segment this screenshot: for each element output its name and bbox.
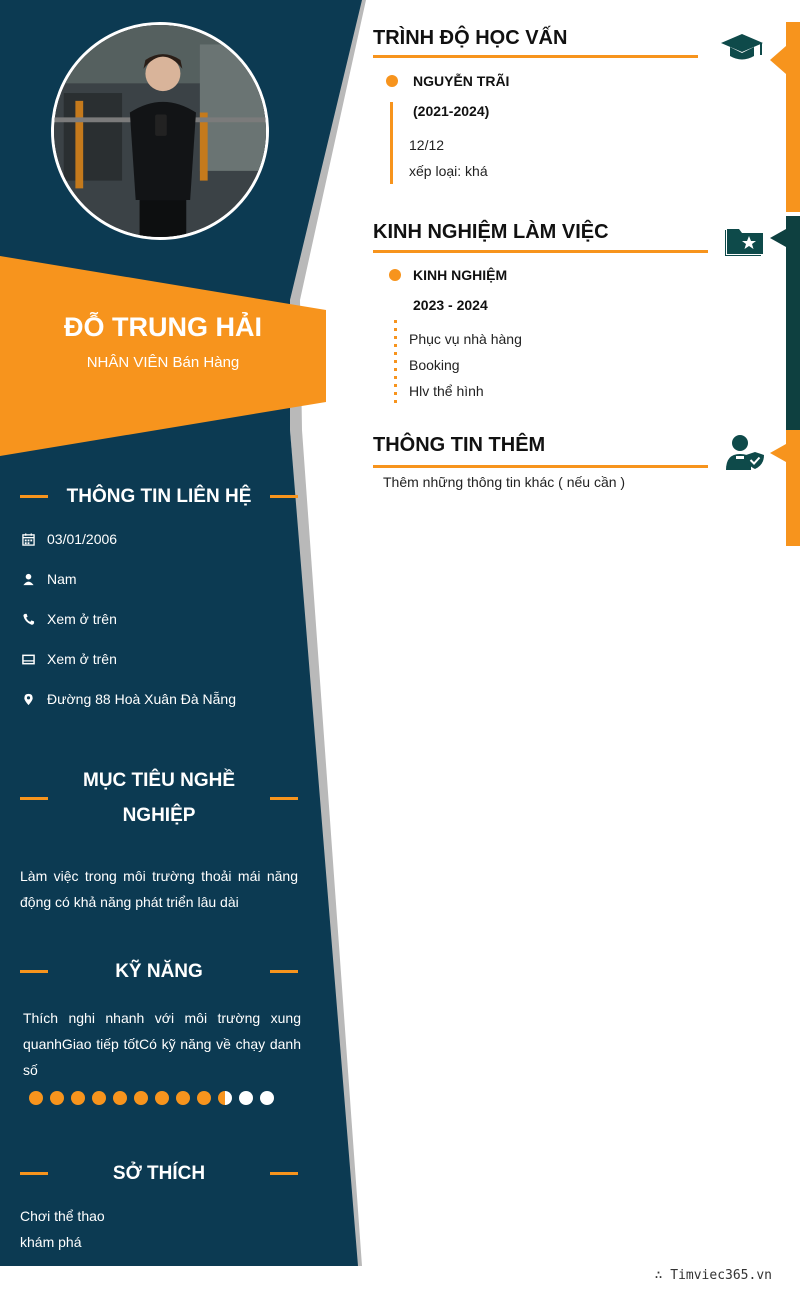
email-text[interactable]: Xem ở trên [47,651,117,667]
skill-rating-dot [113,1091,127,1105]
contact-phone [20,611,117,627]
folder-star-icon [725,224,765,256]
skill-rating-dot [155,1091,169,1105]
title-dash-right [270,970,298,973]
skill-rating-dot [29,1091,43,1105]
contact-email [20,651,117,667]
education-detail: 12/12 [409,137,445,153]
gender-text: Nam [47,571,77,587]
candidate-name: ĐỖ TRUNG HẢI [64,312,262,342]
skill-rating [29,1091,274,1105]
experience-title: KINH NGHIỆM LÀM VIỆC [373,221,609,243]
skills-title: KỸ NĂNG [115,961,203,982]
edge-accent-extra [786,430,800,546]
skill-rating-dot [92,1091,106,1105]
skill-rating-dot [50,1091,64,1105]
user-check-icon [726,434,766,470]
objective-section-title [20,763,298,833]
skill-rating-dot [218,1091,232,1105]
contact-gender [20,571,77,587]
education-period: (2021-2024) [413,103,490,119]
experience-title-underline [373,250,708,253]
edge-arrow-experience [770,229,786,247]
birthdate-text: 03/01/2006 [47,531,118,547]
extra-title: THÔNG TIN THÊM [373,434,546,456]
skill-rating-dot [260,1091,274,1105]
experience-timeline-dots [394,320,397,406]
extra-title-underline [373,465,708,468]
education-title-underline [373,55,698,58]
education-detail: xếp loại: khá [409,163,488,179]
title-dash-right [270,495,298,498]
education-school: NGUYỄN TRÃI [413,73,510,89]
title-dash-left [20,1172,48,1175]
avatar [51,22,269,240]
footer-brand: ∴ Timviec365.vn [654,1268,772,1283]
skills-text: Thích nghi nhanh với môi trường xung quanhGiao tiếp tốtCó kỹ năng về chạy danh số [23,1010,301,1078]
title-dash-right [270,797,298,800]
edge-accent-experience [786,216,800,430]
candidate-position: NHÂN VIÊN Bán Hàng [86,354,240,371]
edge-accent-education [786,22,800,212]
skills-section-title [20,954,298,989]
education-bullet [386,75,398,87]
title-dash-left [20,495,48,498]
contact-section-title [20,479,298,514]
contact-birthdate [20,531,117,547]
experience-detail: Hlv thể hình [409,383,484,399]
hobbies-section-title [20,1156,298,1191]
graduation-cap-icon [720,32,764,62]
avatar-photo [54,25,266,237]
skill-rating-dot [239,1091,253,1105]
phone-text[interactable]: Xem ở trên [47,611,117,627]
hobby-item: Chơi thể thao [20,1208,105,1224]
person-icon [20,571,36,587]
contact-title: THÔNG TIN LIÊN HỆ [66,486,252,507]
title-dash-left [20,797,48,800]
objective-text: Làm việc trong môi trường thoải mái năng động có khả năng phát triển lâu dài [20,868,298,910]
skill-rating-dot [71,1091,85,1105]
edge-arrow-education [770,46,786,74]
objective-title [71,763,247,833]
experience-heading: KINH NGHIỆM [413,267,508,283]
skill-rating-dot [176,1091,190,1105]
hobby-item: khám phá [20,1234,82,1250]
email-icon [20,651,36,667]
experience-detail: Booking [409,357,460,373]
hobbies-title: SỞ THÍCH [112,1163,206,1184]
calendar-icon [20,531,36,547]
education-title: TRÌNH ĐỘ HỌC VẤN [373,27,568,49]
title-dash-right [270,1172,298,1175]
skill-rating-dot [197,1091,211,1105]
edge-arrow-extra [770,444,786,462]
objective-title-line2: NGHIỆP [122,805,196,826]
experience-detail: Phục vụ nhà hàng [409,331,522,347]
title-dash-left [20,970,48,973]
address-text: Đường 88 Hoà Xuân Đà Nẵng [47,691,236,707]
phone-icon [20,611,36,627]
experience-bullet [389,269,401,281]
objective-title-line1: MỤC TIÊU NGHỀ [83,770,235,791]
skill-rating-dot [134,1091,148,1105]
education-timeline-bar [390,102,393,184]
location-icon [20,691,36,707]
contact-address [20,691,236,707]
extra-text: Thêm những thông tin khác ( nếu cần ) [383,474,626,490]
experience-period: 2023 - 2024 [413,297,488,313]
